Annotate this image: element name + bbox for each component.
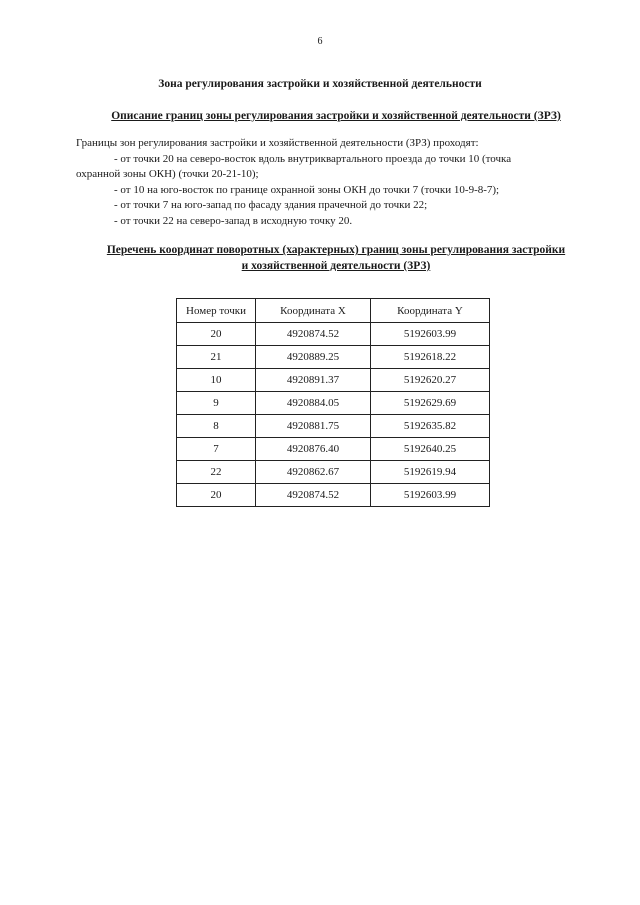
cell-point: 22 xyxy=(177,461,256,484)
cell-point: 9 xyxy=(177,392,256,415)
cell-y: 5192640.25 xyxy=(371,438,490,461)
document-title: Зона регулирования застройки и хозяйственной деятельности xyxy=(158,78,482,90)
cell-point: 10 xyxy=(177,369,256,392)
intro-text: Границы зон регулирования застройки и хозяйственной деятельности (ЗРЗ) проходят: xyxy=(76,137,479,149)
table-row xyxy=(177,415,490,438)
table-header-row xyxy=(177,299,490,323)
boundary-item: - от 10 на юго-восток по границе охранной зоны ОКН до точки 7 (точки 10-9-8-7); xyxy=(114,183,500,196)
cell-x: 4920874.52 xyxy=(256,484,371,507)
cell-point: 7 xyxy=(177,438,256,461)
description-heading: Описание границ зоны регулирования застройки и хозяйственной деятельности (ЗРЗ) xyxy=(111,110,561,122)
boundary-item: - от точки 7 на юго-запад по фасаду здания прачечной до точки 22; xyxy=(114,199,428,211)
table-row xyxy=(177,346,490,369)
cell-x: 4920874.52 xyxy=(256,323,371,346)
page-number: 6 xyxy=(317,36,323,47)
table-row xyxy=(177,461,490,484)
cell-x: 4920884.05 xyxy=(256,392,371,415)
table-row xyxy=(177,484,490,507)
table-row xyxy=(177,323,490,346)
cell-x: 4920889.25 xyxy=(256,346,371,369)
cell-y: 5192603.99 xyxy=(371,323,490,346)
boundary-item-continuation: охранной зоны ОКН) (точки 20-21-10); xyxy=(76,168,259,180)
table-row xyxy=(177,438,490,461)
table-row xyxy=(177,392,490,415)
cell-x: 4920876.40 xyxy=(256,438,371,461)
boundary-item: - от точки 20 на северо-восток вдоль внутриквартального проезда до точки 10 (точка xyxy=(114,152,512,165)
cell-point: 20 xyxy=(177,484,256,507)
cell-point: 20 xyxy=(177,323,256,346)
table-row xyxy=(177,369,490,392)
column-header-x: Координата X xyxy=(256,299,371,323)
coordinates-heading xyxy=(76,242,596,274)
cell-y: 5192635.82 xyxy=(371,415,490,438)
cell-point: 21 xyxy=(177,346,256,369)
column-header-point: Номер точки xyxy=(177,299,256,323)
cell-y: 5192619.94 xyxy=(371,461,490,484)
boundary-item: - от точки 22 на северо-запад в исходную точку 20. xyxy=(114,214,353,227)
cell-y: 5192620.27 xyxy=(371,369,490,392)
cell-y: 5192629.69 xyxy=(371,392,490,415)
cell-x: 4920862.67 xyxy=(256,461,371,484)
column-header-y: Координата Y xyxy=(371,299,490,323)
coordinates-table xyxy=(176,298,490,507)
cell-x: 4920891.37 xyxy=(256,369,371,392)
boundary-description xyxy=(76,136,606,229)
cell-x: 4920881.75 xyxy=(256,415,371,438)
cell-point: 8 xyxy=(177,415,256,438)
cell-y: 5192603.99 xyxy=(371,484,490,507)
coordinates-heading-line2: и хозяйственной деятельности (ЗРЗ) xyxy=(241,260,431,272)
coordinates-heading-line1: Перечень координат поворотных (характерных) границ зоны регулирования застройки xyxy=(106,244,566,256)
cell-y: 5192618.22 xyxy=(371,346,490,369)
